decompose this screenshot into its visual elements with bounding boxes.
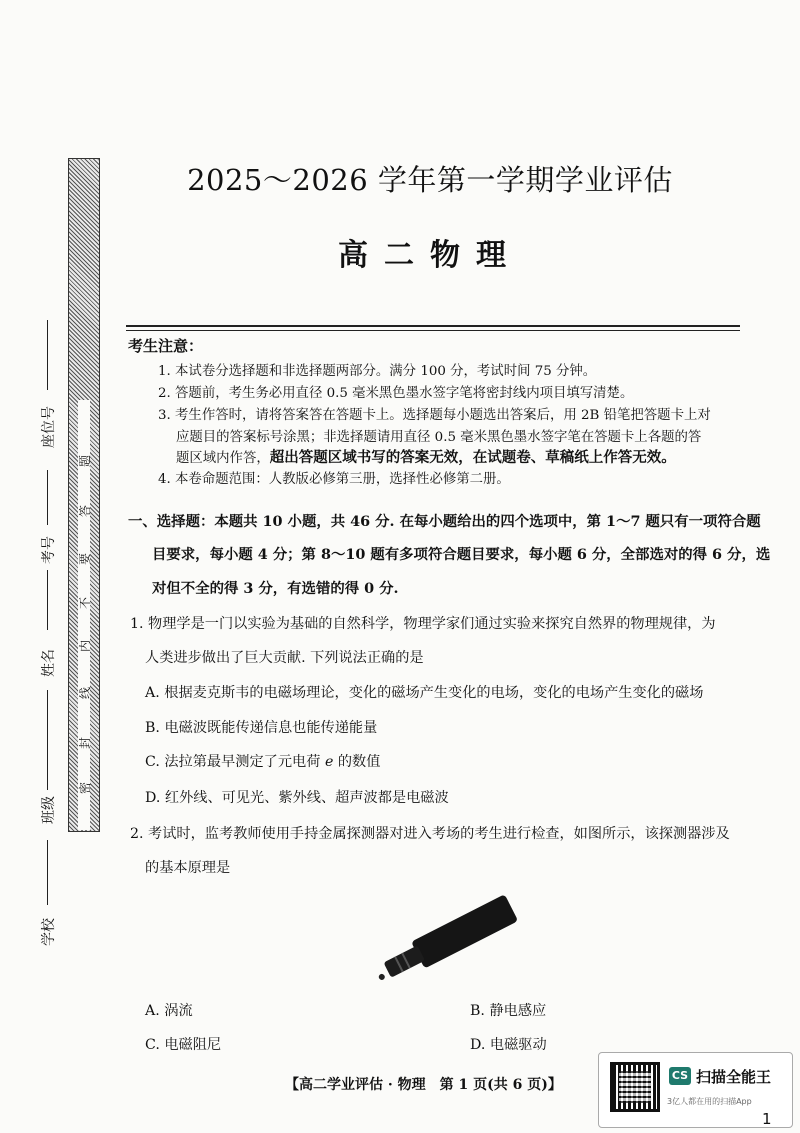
notice-heading: 考生注意： bbox=[128, 337, 204, 355]
exam-number-label: 考号 bbox=[41, 536, 57, 564]
q2-option-a: A. 涡流 bbox=[145, 1003, 193, 1019]
seal-char: 内 bbox=[78, 639, 92, 652]
section-instructions: 一、选择题：本题共 10 小题，共 46 分. 在每小题给出的四个选项中，第 1～7 题只有一项符合题 bbox=[128, 513, 761, 530]
detector-strap bbox=[378, 973, 386, 981]
notice-emphasis: 超出答题区域书写的答案无效，在试题卷、草稿纸上作答无效。 bbox=[269, 450, 676, 466]
class-line bbox=[47, 690, 48, 790]
exam-number-line bbox=[47, 470, 48, 525]
detector-head bbox=[411, 894, 518, 968]
notice-item-row bbox=[176, 446, 676, 467]
seal-char: 不 bbox=[78, 596, 92, 609]
divider bbox=[126, 330, 740, 331]
notice-item: 应题目的答案标号涂黑；非选择题请用直径 0.5 毫米黑色墨水签字笔在答题卡上各题的答 bbox=[176, 430, 702, 445]
school-line bbox=[47, 840, 48, 905]
metal-detector-figure bbox=[365, 890, 525, 985]
q1-option-c-text: 的数值 bbox=[333, 754, 381, 770]
name-label: 姓名 bbox=[41, 649, 57, 677]
q2-stem: 的基本原理是 bbox=[145, 860, 231, 876]
q1-option-b: B. 电磁波既能传递信息也能传递能量 bbox=[145, 720, 378, 736]
name-line bbox=[47, 570, 48, 630]
qr-code-icon bbox=[610, 1062, 660, 1112]
school-label: 学校 bbox=[41, 918, 57, 946]
seal-char: 线 bbox=[78, 686, 92, 699]
seal-char: 题 bbox=[78, 454, 92, 467]
q1-option-c-var: e bbox=[324, 754, 334, 770]
q1-option-c bbox=[145, 751, 380, 771]
section-instructions: 对但不全的得 3 分，有选错的得 0 分. bbox=[152, 580, 399, 597]
q2-stem: 2. 考试时，监考教师使用手持金属探测器对进入考场的考生进行检查，如图所示，该探测器涉及 bbox=[130, 826, 730, 842]
seat-number-line bbox=[47, 320, 48, 390]
seal-char: 密 bbox=[78, 781, 92, 794]
exam-subject: 高二物理 bbox=[338, 238, 522, 273]
q2-option-d: D. 电磁驱动 bbox=[470, 1037, 547, 1053]
class-label: 班级 bbox=[41, 796, 57, 824]
seat-number-label: 座位号 bbox=[41, 406, 57, 448]
q1-option-c-text: C. 法拉第最早测定了元电荷 bbox=[145, 754, 325, 770]
seal-char: 封 bbox=[78, 736, 92, 749]
section-instructions: 目要求，每小题 4 分；第 8～10 题有多项符合题目要求，每小题 6 分，全部选对的得 6 分，选 bbox=[152, 546, 771, 563]
notice-item: 3. 考生作答时，请将答案答在答题卡上。选择题每小题选出答案后，用 2B 铅笔把答题卡上对 bbox=[158, 408, 711, 423]
scanner-tagline: 3亿人都在用的扫描App bbox=[667, 1097, 752, 1106]
seal-char: 答 bbox=[78, 504, 92, 517]
scanner-app-name: 扫描全能王 bbox=[696, 1068, 772, 1086]
seal-char: 要 bbox=[78, 552, 92, 565]
q1-stem: 人类进步做出了巨大贡献. 下列说法正确的是 bbox=[145, 650, 424, 666]
q2-option-c: C. 电磁阻尼 bbox=[145, 1037, 222, 1053]
notice-item: 4. 本卷命题范围：人教版必修第三册，选择性必修第二册。 bbox=[158, 472, 510, 487]
q1-stem: 1. 物理学是一门以实验为基础的自然科学，物理学家们通过实验来探究自然界的物理规律，为 bbox=[130, 616, 716, 632]
divider bbox=[126, 325, 740, 327]
notice-item: 2. 答题前，考生务必用直径 0.5 毫米黑色墨水签字笔将密封线内项目填写清楚。 bbox=[158, 386, 634, 401]
detector-grip bbox=[383, 945, 425, 977]
page-footer: 【高二学业评估 · 物理 第 1 页(共 6 页)】 bbox=[285, 1077, 562, 1093]
q2-option-b: B. 静电感应 bbox=[470, 1003, 547, 1019]
q1-option-d: D. 红外线、可见光、紫外线、超声波都是电磁波 bbox=[145, 790, 449, 806]
exam-title: 2025～2026 学年第一学期学业评估 bbox=[187, 163, 673, 197]
camscanner-logo-icon: CS bbox=[669, 1067, 691, 1085]
notice-item: 题区域内作答， bbox=[176, 451, 270, 466]
notice-item: 1. 本试卷分选择题和非选择题两部分。满分 100 分，考试时间 75 分钟。 bbox=[158, 364, 597, 379]
q1-option-a: A. 根据麦克斯韦的电磁场理论，变化的磁场产生变化的电场，变化的电场产生变化的磁场 bbox=[145, 685, 704, 701]
page-number: 1 bbox=[762, 1110, 772, 1128]
